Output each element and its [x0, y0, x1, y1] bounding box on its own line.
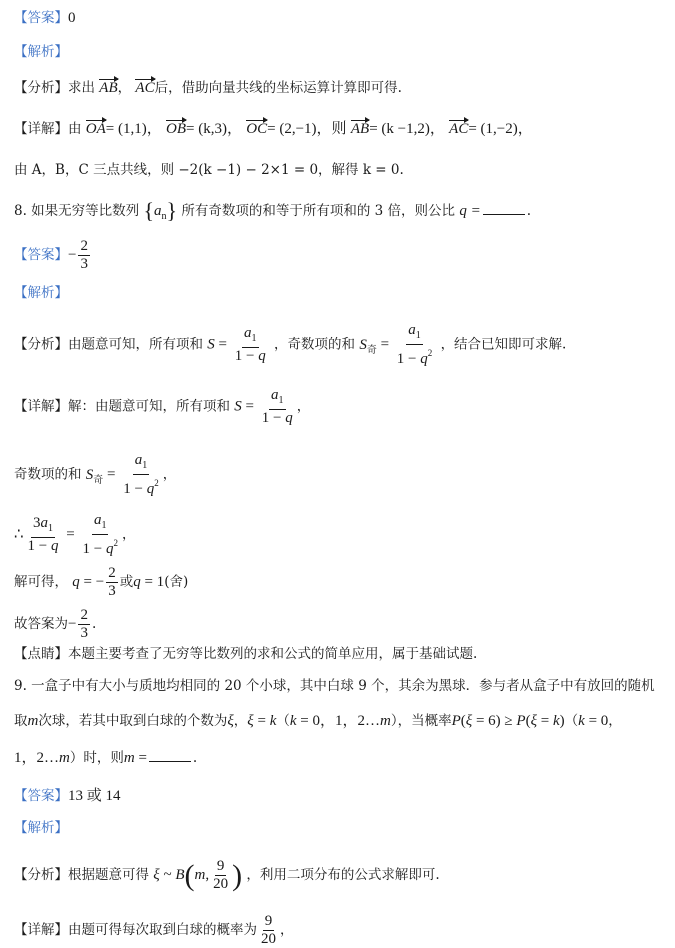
sequence-an: $a_n$ — [154, 203, 167, 222]
answer-tag: 【答案】 — [14, 247, 68, 263]
detail-tag: 【详解】 — [14, 398, 68, 415]
sum-formula: $\frac{a_1}{1 - q}$ — [234, 325, 266, 364]
q8-fenxi-row: 【分析】由题意可知，所有项和 S = $\frac{a_1}{1 - q}$ ，奇数项的和 $S_奇$ = $\frac{a_1}{1 - q^2}$ ，结合已知即可求解. — [14, 322, 567, 367]
q9-answer-row — [14, 786, 121, 806]
odd-sum-formula: $\frac{a_1}{1 - q^2}$ — [396, 322, 433, 367]
q9-stem-line1: 9. 一盒子中有大小与质地均相同的 20 个小球，其中白球 9 个，其余为黑球．参与者从盒子中有放回的随机 — [14, 678, 655, 694]
detail-tag: 【详解】 — [14, 121, 68, 137]
q9-fenxi-row: 【分析】根据题意可得 ξ ~ B(m, $\frac{9}{20}$ ) ，利用二项分布的公式求解即可. — [14, 858, 440, 892]
q9-stem-line2: 取m次球，若其中取到白球的个数为ξ，ξ = k（k = 0，1，2…m），当概率P(ξ = 6) ≥ P(ξ = k)（k = 0， — [14, 713, 622, 729]
q8-detail-row: 【详解】解：由题意可知，所有项和 S = $\frac{a_1}{1 - q}$ ， — [14, 387, 311, 426]
q8-answer-row: 【答案】− $\frac{2}{3}$ — [14, 238, 88, 272]
vector-ab: AB — [99, 80, 118, 96]
vector-ab-2: AB — [350, 121, 370, 137]
analysis-tag: 【解析】 — [14, 44, 68, 60]
p7-fenxi-row: 【分析】求出 AB， AC后，借助向量共线的坐标运算计算即可得. — [14, 80, 402, 96]
fenxi-tag: 【分析】 — [14, 867, 68, 883]
answer-tag: 【答案】 — [14, 10, 68, 26]
vector-ac-2: AC — [449, 121, 469, 137]
answer-blank — [483, 202, 525, 215]
fenxi-tag: 【分析】 — [14, 80, 68, 96]
q8-therefore-row: ∴ $\frac{3a_1}{1 - q}$ = $\frac{a_1}{1 - q^2}$ ， — [14, 512, 136, 557]
p7-detail-row: 【详解】由 OA= (1,1)， OB= (k,3)， OC= (2,−1)，则 AB= (k −1,2)， AC= (1,−2)， — [14, 121, 533, 137]
p7-answer-row — [14, 8, 76, 28]
q8-final-row: 故答案为− $\frac{2}{3}$ . — [14, 607, 97, 641]
answer-value: 0 — [68, 10, 76, 26]
q8-solve-row: 解可得， q = − $\frac{2}{3}$ 或q = 1(舍) — [14, 565, 189, 599]
p7-collinear-row: 由 A，B，C 三点共线，则 −2(k −1) − 2×1 = 0，解得 k = 0. — [14, 162, 404, 178]
fenxi-tag: 【分析】 — [14, 336, 68, 353]
answer-blank — [149, 749, 191, 762]
vector-ac: AC — [135, 80, 155, 96]
analysis-tag: 【解析】 — [14, 285, 68, 301]
q9-detail-row: 【详解】由题可得每次取到白球的概率为 $\frac{9}{20}$ ， — [14, 913, 294, 947]
q9-stem-line3: 1，2…m）时，则m = . — [14, 750, 198, 766]
detail-tag: 【详解】 — [14, 922, 68, 938]
answer-fraction: $\frac{2}{3}$ — [80, 238, 88, 272]
q8-odd-row: 奇数项的和 $S_奇$ = $\frac{a_1}{1 - q^2}$ ， — [14, 452, 177, 497]
vector-oc: OC — [246, 121, 268, 137]
answer-tag: 【答案】 — [14, 788, 68, 804]
comment-tag: 【点睛】 — [14, 646, 68, 662]
vector-oa: OA — [85, 121, 106, 137]
q8-comment-row: 【点睛】本题主要考查了无穷等比数列的求和公式的简单应用，属于基础试题. — [14, 646, 478, 662]
answer-value: 13 或 14 — [68, 788, 121, 804]
vector-ob: OB — [166, 121, 187, 137]
q8-stem: 8. 如果无穷等比数列 $\{a_n\}$ 所有奇数项的和等于所有项和的 3 倍，则公比 q = . — [14, 198, 532, 223]
analysis-tag: 【解析】 — [14, 820, 68, 836]
